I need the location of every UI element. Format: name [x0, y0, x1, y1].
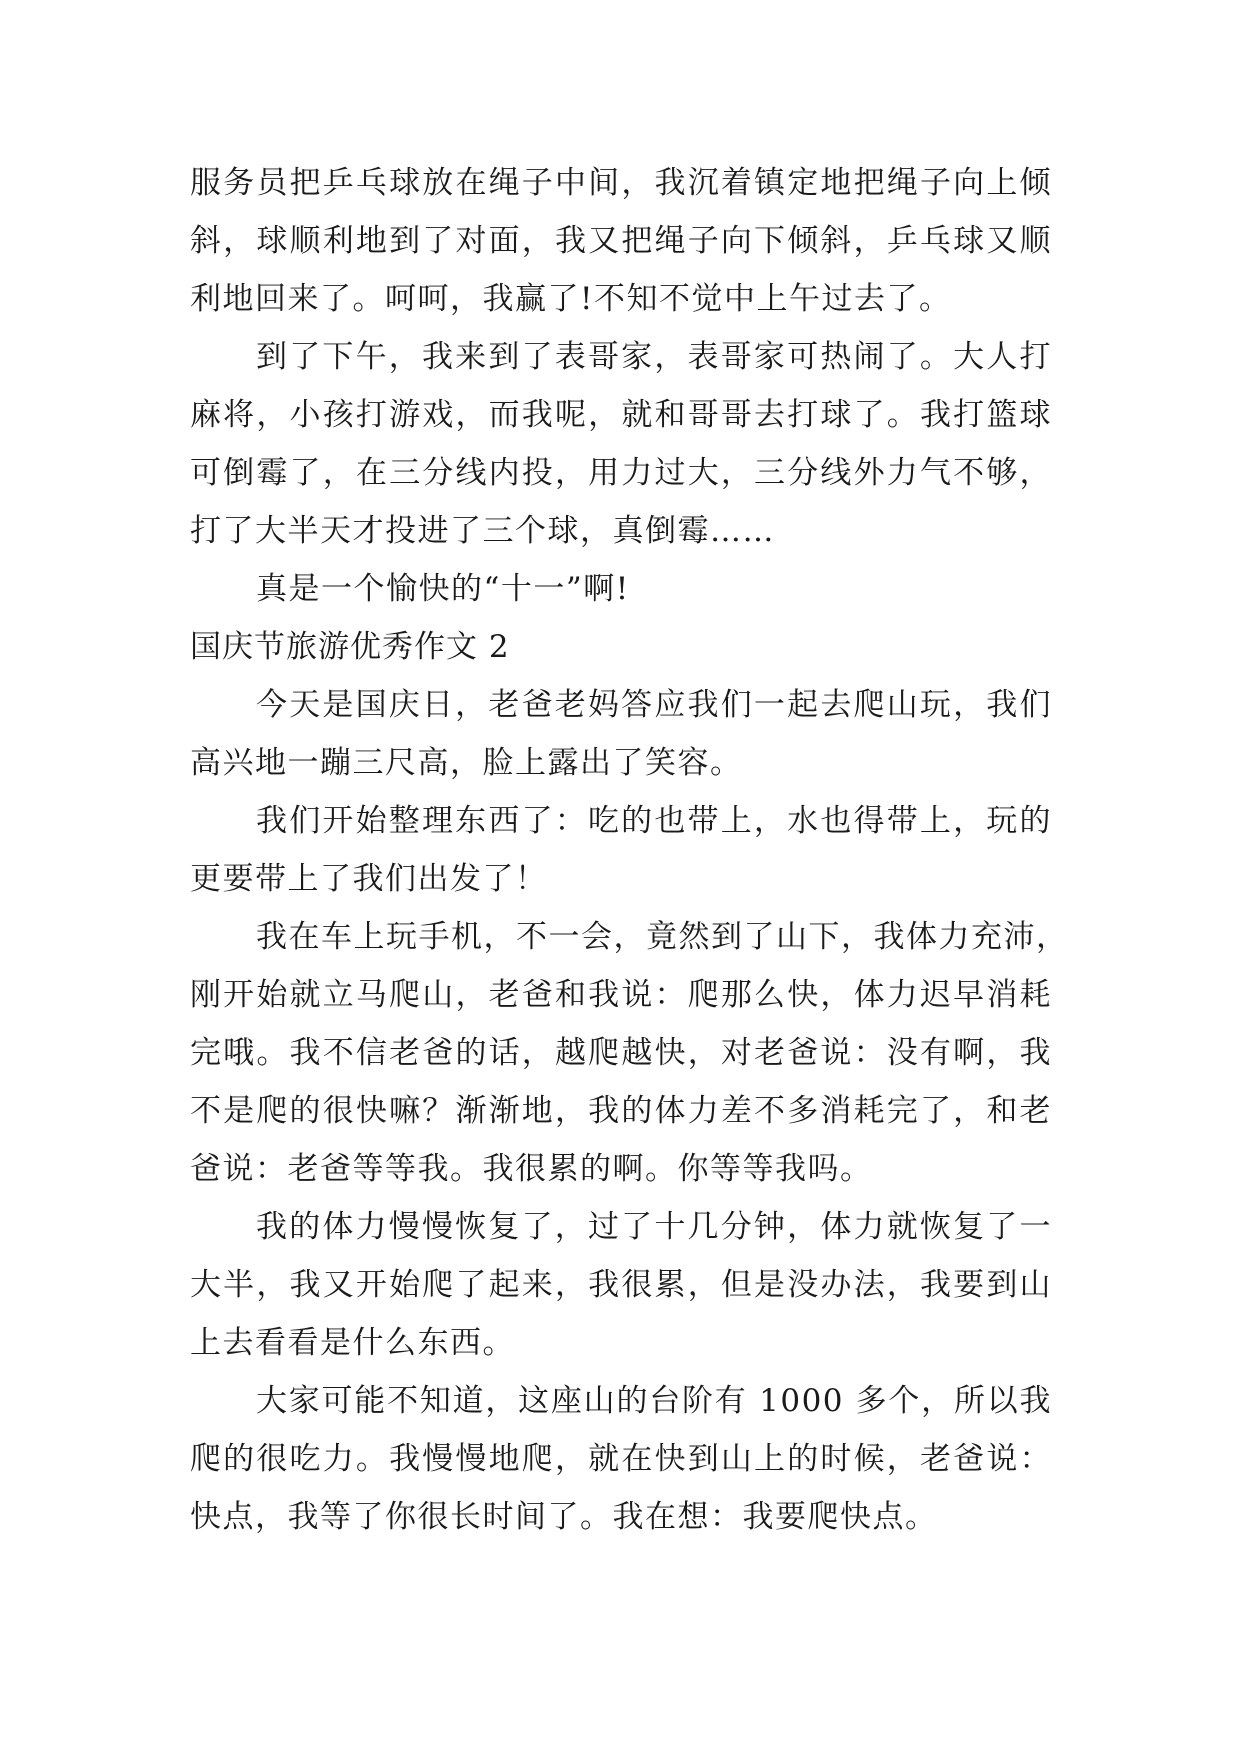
text-line: 爬的很吃力。我慢慢地爬，就在快到山上的时候，老爸说：: [190, 1441, 1052, 1477]
text-line: 我们开始整理东西了：吃的也带上，水也得带上，玩的: [256, 803, 1052, 839]
text-line: 真是一个愉快的“十一”啊!: [256, 571, 630, 607]
text-line: 完哦。我不信老爸的话，越爬越快，对老爸说：没有啊，我: [190, 1035, 1052, 1071]
text-line: 可倒霉了，在三分线内投，用力过大，三分线外力气不够，: [190, 455, 1052, 491]
text-line: 上去看看是什么东西。: [190, 1325, 515, 1361]
text-line: 快点，我等了你很长时间了。我在想：我要爬快点。: [190, 1499, 938, 1535]
text-line: 服务员把乒乓球放在绳子中间，我沉着镇定地把绳子向上倾: [190, 165, 1052, 201]
text-line: 更要带上了我们出发了！: [190, 861, 548, 897]
text-line: 到了下午，我来到了表哥家，表哥家可热闹了。大人打: [256, 339, 1052, 375]
text-line: 利地回来了。呵呵，我赢了!不知不觉中上午过去了。: [190, 281, 952, 317]
text-line: 麻将，小孩打游戏，而我呢，就和哥哥去打球了。我打篮球: [190, 397, 1052, 433]
section-heading: 国庆节旅游优秀作文 2: [190, 629, 510, 665]
text-line: 不是爬的很快嘛？渐渐地，我的体力差不多消耗完了，和老: [190, 1093, 1052, 1129]
document-body: [190, 154, 1069, 1546]
text-line: 打了大半天才投进了三个球，真倒霉……: [190, 513, 775, 549]
text-line: 高兴地一蹦三尺高，脸上露出了笑容。: [190, 745, 743, 781]
text-line: 我的体力慢慢恢复了，过了十几分钟，体力就恢复了一: [256, 1209, 1052, 1245]
text-line: 刚开始就立马爬山，老爸和我说：爬那么快，体力迟早消耗: [190, 977, 1052, 1013]
text-line: 爸说：老爸等等我。我很累的啊。你等等我吗。: [190, 1151, 873, 1187]
text-line: 大家可能不知道，这座山的台阶有 1000 多个，所以我: [256, 1383, 1052, 1419]
text-line: 大半，我又开始爬了起来，我很累，但是没办法，我要到山: [190, 1267, 1052, 1303]
text-line: 今天是国庆日，老爸老妈答应我们一起去爬山玩，我们: [256, 687, 1052, 723]
text-line: 斜，球顺利地到了对面，我又把绳子向下倾斜，乒乓球又顺: [190, 223, 1052, 259]
text-line: 我在车上玩手机，不一会，竟然到了山下，我体力充沛，: [256, 919, 1069, 955]
